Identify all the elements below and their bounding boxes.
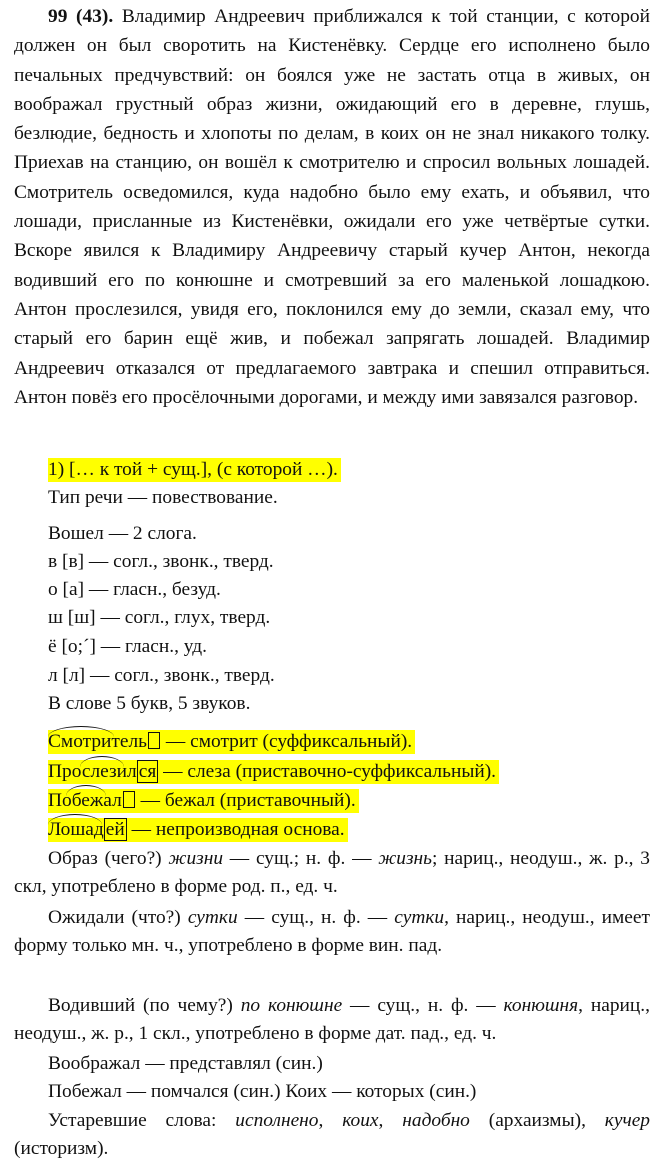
morpheme-row: Прослезил ся — слеза (приставочно-суффиксальный). [48,758,499,785]
morpheme-row: Смотритель — смотрит (суффиксальный). [48,728,415,755]
zero-ending-box [123,791,135,808]
analysis-paragraph: Водивший (по чему?) по конюшне — сущ., н. ф. — конюшня, нариц., неодуш., ж. р., 1 скл., употреблено в форме дат. пад., ед. ч. [14,995,650,1044]
morpheme-row: Побежал — бежал (приставочный). [48,787,359,814]
morpheme-row: Лошад ей — непроизводная основа. [48,816,348,843]
analysis-paragraph: Ожидали (что?) сутки — сущ., н. ф. — сутки, нариц., неодуш., имеет форму только мн. ч., употреблено в форме вин. пад. [14,907,650,956]
postfix-box: ся [138,761,157,782]
exercise-number: 99 (43). [48,6,114,27]
synonyms-line: Побежал — помчался (син.) Коих — которых (син.) [48,1081,477,1102]
sentence-scheme: 1) [… к той + сущ.], (с которой …). [48,456,341,483]
word-stem: Прослезил [48,761,137,782]
archaic-words: Устаревшие слова: исполнено, коих, надобно (архаизмы), кучер (историзм). [14,1110,650,1159]
word-stem: Лошад [48,819,104,840]
phonetic-sound: ё [о;´] — гласн., уд. [48,636,207,657]
synonyms-line: Воображал — представлял (син.) [48,1053,323,1074]
exercise-paragraph [14,2,650,412]
zero-ending-box [148,732,160,749]
analysis-paragraph: Образ (чего?) жизни — сущ.; н. ф. — жизнь; нариц., неодуш., ж. р., 3 скл, употреблено в форме род. п., ед. ч. [14,848,650,897]
phonetic-sound: ш [ш] — согл., глух, тверд. [48,607,271,628]
phonetic-sound: о [а] — гласн., безуд. [48,579,221,600]
phonetic-sound: в [в] — согл., звонк., тверд. [48,551,274,572]
word-stem: Смотритель [48,731,148,752]
ending-box: ей [105,819,125,840]
phonetic-summary: В слове 5 букв, 5 звуков. [48,693,251,714]
phonetic-word: Вошел — 2 слога. [48,523,197,544]
phonetic-sound: л [л] — согл., звонк., тверд. [48,665,275,686]
exercise-text: Владимир Андреевич приближался к той станции, с которой должен он был своротить на Кистенёвку. Сердце его исполнено было печальных предчувствий: он боялся уже не застать отца в живых, он воображал грустный образ жизни, ожидающий его в деревне, глушь, безлюдие, бедность и хлопоты по делам, в коих он не знал никакого толку. Приехав на станцию, он вошёл к смотрителю и спросил вольных лошадей. Смотритель осведомился, куда надобно было ему ехать, и объявил, что лошади, присланные из Кистенёвки, ожидали его уже четвёртые сутки. Вскоре явился к Владимиру Андреевичу старый кучер Антон, некогда водивший его по конюшне и смотревший за его маленькой лошадкою. Антон прослезился, увидя его, поклонился ему до земли, сказал ему, что старый его барин ещё жив, и побежал запрягать лошадей. Владимир Андреевич отказался от предлагаемого завтрака и спешил отправиться. Антон повёз его просёлочными дорогами, и между ими завязался разговор. [14,6,650,408]
speech-type: Тип речи — повествование. [48,487,278,508]
word-stem: Побежал [48,790,122,811]
